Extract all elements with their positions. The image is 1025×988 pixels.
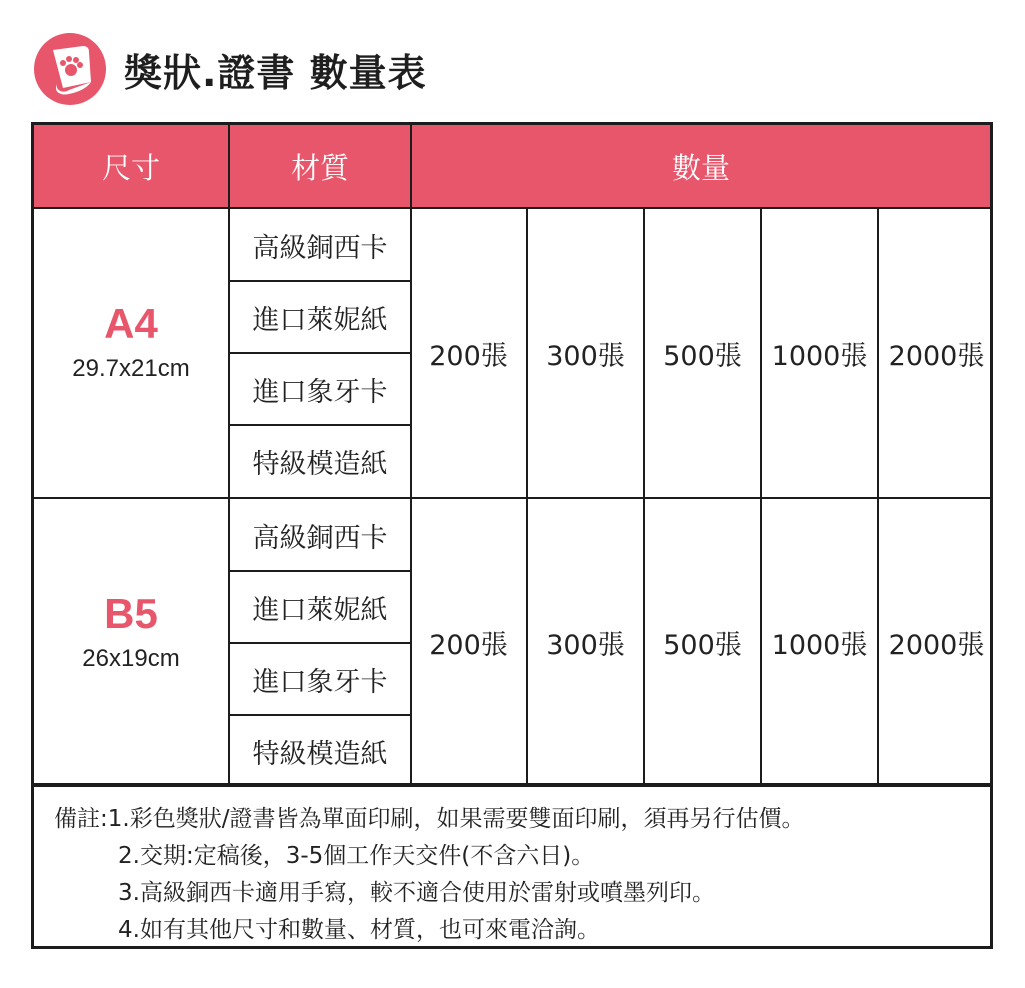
header-quantity: 數量	[671, 150, 730, 185]
material-cell: 高級銅西卡	[252, 522, 388, 554]
quantity-cell: 300張	[546, 340, 625, 372]
size-cell-a4	[34, 300, 228, 383]
grid-line	[228, 570, 412, 572]
note-line: 2.交期:定稿後，3-5個工作天交件(不含六日)。	[118, 843, 595, 869]
quantity-cell: 300張	[546, 629, 625, 661]
header-divider	[228, 125, 230, 209]
quantity-cell: 1000張	[771, 340, 868, 372]
table-header-row	[34, 125, 990, 209]
grid-line	[228, 424, 412, 426]
quantity-cell: 2000張	[888, 340, 985, 372]
size-code: A4	[104, 300, 158, 347]
grid-line	[228, 714, 412, 716]
quantity-cell: 200張	[429, 629, 508, 661]
material-cell: 進口象牙卡	[252, 376, 388, 408]
grid-line	[228, 280, 412, 282]
grid-line	[228, 642, 412, 644]
grid-line	[228, 352, 412, 354]
size-cell-b5	[34, 590, 228, 673]
size-code: B5	[104, 590, 158, 637]
material-cell: 特級模造紙	[252, 738, 388, 770]
quantity-cell: 500張	[663, 340, 742, 372]
header-divider	[410, 125, 412, 209]
notes-box	[31, 784, 993, 949]
paw-paper-icon	[33, 32, 107, 106]
quantity-cell: 1000張	[771, 629, 868, 661]
note-line: 4.如有其他尺寸和數量、材質，也可來電洽詢。	[118, 917, 600, 943]
material-cell: 進口萊妮紙	[252, 594, 388, 626]
note-line: 3.高級銅西卡適用手寫，較不適合使用於雷射或噴墨列印。	[118, 880, 715, 906]
group-divider	[34, 497, 990, 499]
header-size: 尺寸	[101, 150, 160, 185]
note-line: 備註:1.彩色獎狀/證書皆為單面印刷，如果需要雙面印刷，須再另行估價。	[54, 806, 805, 832]
quantity-table	[31, 122, 993, 786]
header-material: 材質	[290, 150, 349, 185]
material-cell: 高級銅西卡	[252, 232, 388, 264]
material-cell: 進口象牙卡	[252, 666, 388, 698]
quantity-cell: 2000張	[888, 629, 985, 661]
size-dimensions: 29.7x21cm	[72, 355, 190, 382]
material-cell: 進口萊妮紙	[252, 304, 388, 336]
quantity-cell: 200張	[429, 340, 508, 372]
page-title: 獎狀.證書 數量表	[124, 51, 427, 95]
size-dimensions: 26x19cm	[82, 645, 180, 672]
material-cell: 特級模造紙	[252, 448, 388, 480]
quantity-cell: 500張	[663, 629, 742, 661]
